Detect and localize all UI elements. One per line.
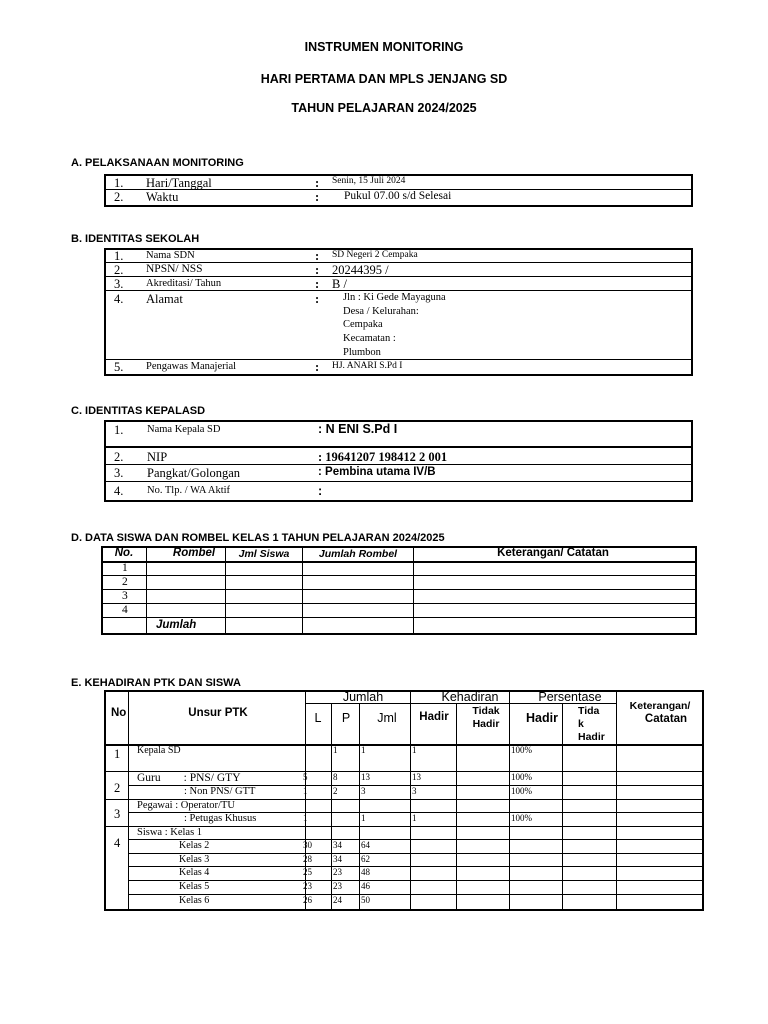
nama-kepala-value: : N ENI S.Pd I <box>318 422 398 436</box>
row-label: Kelas 2 <box>179 840 210 851</box>
cell-p: 8 <box>333 772 338 782</box>
cell-persen: 100% <box>511 772 532 782</box>
row-number: 3. <box>114 466 124 480</box>
row-number: 4. <box>114 292 124 306</box>
cell-p: 2 <box>333 786 338 796</box>
col-header-tida: Tida <box>578 705 600 717</box>
cell-p: 34 <box>333 840 342 850</box>
cell-l: 1 <box>303 813 308 823</box>
col-header-p: P <box>341 711 351 725</box>
col-header-jml: Jml <box>377 711 397 725</box>
section-c-heading: C. IDENTITAS KEPALASD <box>71 405 206 417</box>
col-header-no: No <box>111 707 127 719</box>
row-label: Kelas 4 <box>179 867 210 878</box>
cell-persen: 100% <box>511 813 532 823</box>
col-header-kehadiran: Kehadiran <box>441 690 499 704</box>
document-title: INSTRUMEN MONITORING <box>304 40 464 54</box>
cell-jml: 3 <box>361 786 366 796</box>
col-header-persentase: Persentase <box>538 690 602 704</box>
row-label: Pegawai : Operator/TU <box>137 800 235 811</box>
colon: : <box>315 292 320 306</box>
jumlah-label: Jumlah <box>156 619 197 631</box>
group-number: 1 <box>114 747 121 761</box>
cell-jml: 62 <box>361 854 370 864</box>
alamat-line-4: Kecamatan : <box>343 333 396 344</box>
row-label: Siswa : Kelas 1 <box>137 827 203 838</box>
npsn-value: 20244395 / <box>332 263 389 277</box>
col-header-tidak-hadir-2: Hadir <box>472 718 500 730</box>
row-number: 2. <box>114 450 124 464</box>
colon: : <box>315 190 320 204</box>
hari-tanggal-label: Hari/Tanggal <box>146 176 212 190</box>
cell-p: 1 <box>333 745 338 755</box>
alamat-line-1: Jln : Ki Gede Mayaguna <box>343 292 446 303</box>
cell-l: 23 <box>303 881 312 891</box>
cell-hadir: 1 <box>412 813 417 823</box>
col-header-jml-siswa: Jml Siswa <box>238 548 290 560</box>
cell-l: 5 <box>303 772 308 782</box>
row-number: 1 <box>122 562 128 574</box>
row-label: Guru : PNS/ GTY <box>137 772 241 784</box>
nama-sdn-value: SD Negeri 2 Cempaka <box>332 250 418 260</box>
row-number: 1. <box>114 249 124 263</box>
nip-value: : 19641207 198412 2 001 <box>318 450 448 464</box>
row-number: 2 <box>122 576 128 588</box>
no-tlp-label: No. Tlp. / WA Aktif <box>147 485 231 496</box>
cell-jml: 46 <box>361 881 370 891</box>
section-e-heading: E. KEHADIRAN PTK DAN SISWA <box>71 677 241 689</box>
row-label: Kelas 5 <box>179 881 210 892</box>
col-header-hadir: Hadir <box>419 711 449 723</box>
colon: : <box>315 263 320 277</box>
alamat-line-2: Desa / Kelurahan: <box>343 306 419 317</box>
row-label: Kelas 3 <box>179 854 210 865</box>
cell-persen: 100% <box>511 786 532 796</box>
pengawas-label: Pengawas Manajerial <box>146 361 237 372</box>
cell-l: 28 <box>303 854 312 864</box>
cell-jml: 13 <box>361 772 370 782</box>
pangkat-value: : Pembina utama IV/B <box>318 466 436 478</box>
akreditasi-value: B / <box>332 277 347 291</box>
row-label: Kelas 6 <box>179 895 210 906</box>
col-header-no: No. <box>114 547 134 559</box>
cell-hadir: 3 <box>412 786 417 796</box>
alamat-line-5: Plumbon <box>343 347 381 358</box>
colon: : <box>315 176 320 190</box>
cell-l: 30 <box>303 840 312 850</box>
alamat-label: Alamat <box>146 292 183 306</box>
section-a-heading: A. PELAKSANAAN MONITORING <box>71 157 244 169</box>
cell-l: 25 <box>303 867 312 877</box>
no-tlp-value: : <box>318 484 323 498</box>
row-number: 1. <box>114 423 124 437</box>
cell-l: 1 <box>303 786 308 796</box>
col-header-keterangan: Keterangan/ Catatan <box>497 547 609 559</box>
npsn-label: NPSN/ NSS <box>146 263 203 275</box>
section-b-heading: B. IDENTITAS SEKOLAH <box>71 233 200 245</box>
col-header-catatan: Catatan <box>644 713 688 725</box>
pengawas-value: HJ. ANARI S.Pd I <box>332 361 403 371</box>
cell-hadir: 1 <box>412 745 417 755</box>
cell-p: 34 <box>333 854 342 864</box>
col-header-keterangan: Keterangan/ <box>629 700 691 712</box>
cell-hadir: 13 <box>412 772 421 782</box>
col-header-rombel: Rombel <box>172 547 216 559</box>
nama-sdn-label: Nama SDN <box>146 250 195 261</box>
akreditasi-label: Akreditasi/ Tahun <box>146 278 222 289</box>
col-header-unsur-ptk: Unsur PTK <box>188 707 248 719</box>
colon: : <box>315 249 320 263</box>
row-number: 2. <box>114 190 124 204</box>
row-label: Kepala SD <box>137 745 181 756</box>
cell-p: 24 <box>333 895 342 905</box>
cell-l: 26 <box>303 895 312 905</box>
colon: : <box>315 360 320 374</box>
col-header-tidak-hadir-1: Tidak <box>472 705 500 717</box>
alamat-line-3: Cempaka <box>343 319 383 330</box>
col-header-hadir-persen: Hadir <box>526 711 558 725</box>
row-number: 1. <box>114 176 124 190</box>
col-header-jumlah-rombel: Jumlah Rombel <box>318 548 398 560</box>
cell-p: 23 <box>333 881 342 891</box>
waktu-label: Waktu <box>146 190 179 204</box>
row-number: 4 <box>122 604 128 616</box>
cell-persen: 100% <box>511 745 532 755</box>
cell-jml: 48 <box>361 867 370 877</box>
cell-jml: 64 <box>361 840 370 850</box>
row-number: 2. <box>114 263 124 277</box>
row-label: : Non PNS/ GTT <box>184 786 256 797</box>
cell-p: 23 <box>333 867 342 877</box>
row-number: 5. <box>114 360 124 374</box>
col-header-k: k <box>578 718 584 730</box>
row-number: 3. <box>114 277 124 291</box>
hari-tanggal-value: Senin, 15 Juli 2024 <box>332 176 406 186</box>
col-header-l: L <box>314 711 322 725</box>
group-number: 4 <box>114 836 121 850</box>
document-year: TAHUN PELAJARAN 2024/2025 <box>291 101 477 115</box>
section-d-heading: D. DATA SISWA DAN ROMBEL KELAS 1 TAHUN PELAJARAN 2024/2025 <box>71 532 445 544</box>
cell-jml: 50 <box>361 895 370 905</box>
col-header-hadir-tidak-persen: Hadir <box>578 731 605 743</box>
group-number: 2 <box>114 781 121 795</box>
cell-jml: 1 <box>361 745 366 755</box>
nip-label: NIP <box>147 450 168 464</box>
group-number: 3 <box>114 807 121 821</box>
document-subtitle: HARI PERTAMA DAN MPLS JENJANG SD <box>260 72 508 86</box>
row-number: 3 <box>122 590 128 602</box>
col-header-jumlah: Jumlah <box>342 690 384 704</box>
row-label: : Petugas Khusus <box>184 813 257 824</box>
colon: : <box>315 277 320 291</box>
waktu-value: Pukul 07.00 s/d Selesai <box>344 190 452 202</box>
row-number: 4. <box>114 484 124 498</box>
cell-jml: 1 <box>361 813 366 823</box>
pangkat-label: Pangkat/Golongan <box>147 466 241 480</box>
nama-kepala-label: Nama Kepala SD <box>147 424 221 435</box>
